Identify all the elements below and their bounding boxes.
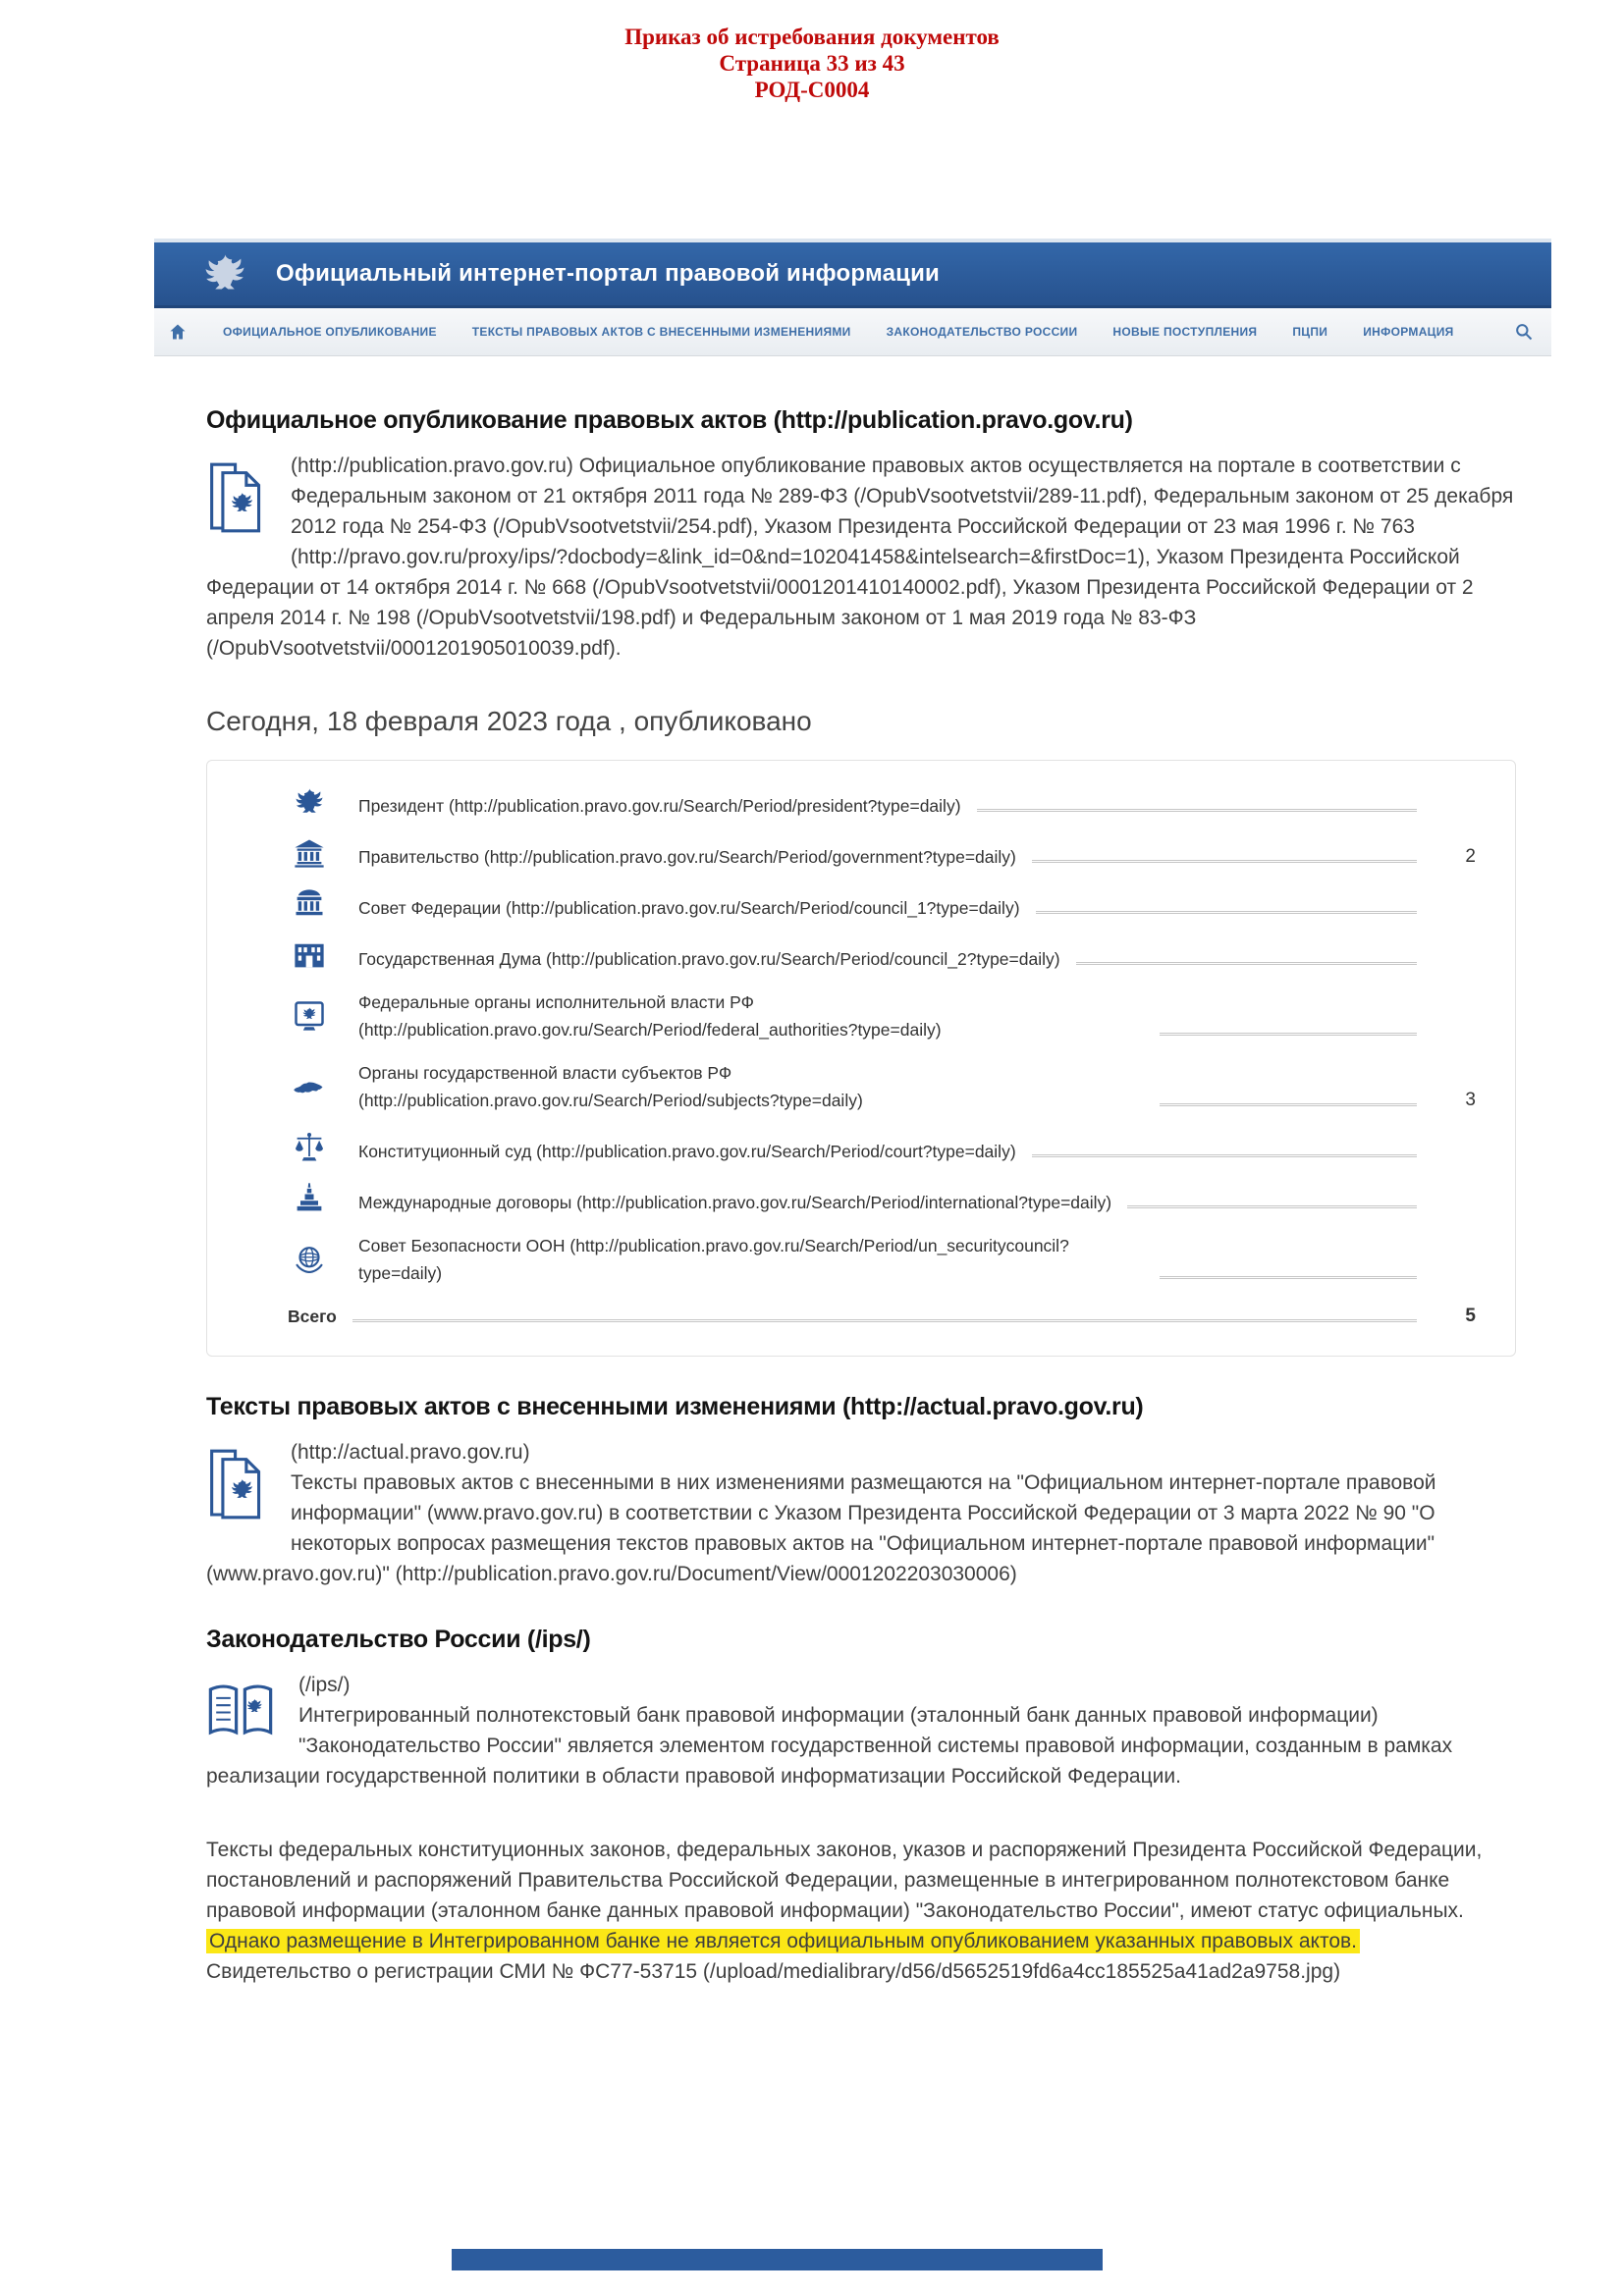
row-link[interactable]: Государственная Дума (http://publication.pravo.gov.ru/Search/Period/council_2?type=daily) <box>358 949 1060 969</box>
state-duma-building-icon <box>288 937 331 973</box>
leader-line <box>1032 1154 1417 1157</box>
doc-title: Приказ об истребования документов <box>624 25 1000 49</box>
nav-official-publication[interactable]: ОФИЦИАЛЬНОЕ ОПУБЛИКОВАНИЕ <box>223 325 437 339</box>
documents-stack-icon <box>206 1441 267 1527</box>
leader-line <box>1160 1103 1417 1106</box>
row-link[interactable]: Совет Безопасности ООН (http://publication.pravo.gov.ru/Search/Period/un_securitycouncil?type=daily) <box>358 1236 1069 1283</box>
federation-council-building-icon <box>288 886 331 922</box>
leader-line <box>1127 1205 1417 1208</box>
section-heading-actual: Тексты правовых актов с внесенными изменениями (http://actual.pravo.gov.ru) <box>206 1393 1144 1420</box>
site-masthead <box>154 239 1551 308</box>
international-building-icon <box>288 1181 331 1216</box>
book-icon <box>206 1680 275 1742</box>
row-link[interactable]: Федеральные органы исполнительной власти РФ (http://publication.pravo.gov.ru/Search/Period/federal_authorities?type=daily) <box>358 992 942 1040</box>
leader-line <box>977 809 1417 812</box>
russia-map-icon <box>288 1069 331 1104</box>
doc-header <box>0 24 1624 103</box>
nav-information[interactable]: ИНФОРМАЦИЯ <box>1363 325 1454 339</box>
site-title: Официальный интернет-портал правовой информации <box>276 260 940 287</box>
ips-description: Интегрированный полнотекстовый банк правовой информации (эталонный банк данных правовой информации) "Законодательство России" является элементом государственной системы правовой информации, созданным в рамках реализации государственной политики в области правовой информатизации Российской Федерации. <box>206 1704 1453 1788</box>
doc-page-number: Страница 33 из 43 <box>719 51 905 76</box>
leader-line <box>1160 1033 1417 1036</box>
page-content <box>154 356 1551 1987</box>
registration-line: Свидетельство о регистрации СМИ № ФС77-53715 (/upload/medialibrary/d56/d5652519fd6a4cc185525a41ad2a9758.jpg) <box>206 1960 1341 1983</box>
row-subjects <box>243 1051 1476 1122</box>
leader-line <box>352 1319 1417 1322</box>
section-heading-ips: Законодательство России (/ips/) <box>206 1626 591 1653</box>
row-link[interactable]: Международные договоры (http://publication.pravo.gov.ru/Search/Period/international?type=daily) <box>358 1193 1112 1212</box>
today-heading: Сегодня, 18 февраля 2023 года , опубликовано <box>206 706 812 736</box>
footer-bar <box>452 2249 1103 2270</box>
nav-new-arrivals[interactable]: НОВЫЕ ПОСТУПЛЕНИЯ <box>1112 325 1258 339</box>
actual-description: Тексты правовых актов с внесенными в них изменениями размещаются на "Официальном интернет-портале правовой информации" (www.pravo.gov.ru) в соответствии с Указом Президента Российской Федерации от 3 марта 2022 № 90 "О некоторых вопросах размещения текстов правовых актов на "Официальном интернет-портале правовой информации" (www.pravo.gov.ru)" (http://publication.pravo.gov.ru/Document/View/0001202203030006) <box>206 1471 1436 1585</box>
total-count: 5 <box>1465 1306 1476 1326</box>
publication-paragraph <box>206 451 1516 664</box>
row-link[interactable]: Совет Федерации (http://publication.pravo.gov.ru/Search/Period/council_1?type=daily) <box>358 898 1020 918</box>
section-heading-publication: Официальное опубликование правовых актов (http://publication.pravo.gov.ru) <box>206 406 1133 434</box>
home-icon[interactable] <box>168 322 188 342</box>
nav-pcpi[interactable]: ПЦПИ <box>1292 325 1328 339</box>
doc-code: РОД-С0004 <box>754 78 870 102</box>
row-link[interactable]: Органы государственной власти субъектов РФ (http://publication.pravo.gov.ru/Search/Period/subjects?type=daily) <box>358 1063 863 1110</box>
leader-line <box>1036 911 1417 914</box>
leader-line <box>1032 860 1417 863</box>
row-president <box>243 776 1476 828</box>
leader-line <box>1160 1276 1417 1279</box>
ips-status-text: Тексты федеральных конституционных законов, федеральных законов, указов и распоряжений Президента Российской Федерации, постановлений и распоряжений Правительства Российской Федерации, размещенные в интегрированном полнотекстовом банке правовой информации (эталонном банке данных правовой информации) "Законодательство России", имеют статус официальных. <box>206 1839 1483 1922</box>
coat-of-arms-icon <box>199 248 250 299</box>
search-icon[interactable] <box>1514 322 1534 342</box>
leader-line <box>1076 962 1417 965</box>
row-government <box>243 828 1476 879</box>
ips-url: (/ips/) <box>298 1674 351 1696</box>
row-state-duma <box>243 930 1476 981</box>
row-federal-authorities <box>243 981 1476 1051</box>
row-count: 3 <box>1465 1090 1476 1110</box>
row-federation-council <box>243 879 1476 930</box>
actual-paragraph <box>206 1437 1516 1589</box>
un-emblem-icon <box>288 1242 331 1277</box>
row-international <box>243 1173 1476 1224</box>
ips-status-paragraph <box>206 1835 1516 1987</box>
row-link[interactable]: Президент (http://publication.pravo.gov.ru/Search/Period/president?type=daily) <box>358 796 961 816</box>
row-constitutional-court <box>243 1122 1476 1173</box>
publication-description: (http://publication.pravo.gov.ru) Официальное опубликование правовых актов осуществляется на портале в соответствии с Федеральным законом от 21 октября 2011 года № 289-ФЗ (/OpubVsootvetstvii/289-11.pdf), Федеральным законом от 25 декабря 2012 года № 254-ФЗ (/OpubVsootvetstvii/254.pdf), Указом Президента Российской Федерации от 23 мая 1996 г. № 763 (http://pravo.gov.ru/proxy/ips/?docbody=&link_id=0&nd=102041458&intelsearch=&firstDoc=1), Указом Президента Российской Федерации от 14 октября 2014 г. № 668 (/OpubVsootvetstvii/0001201410140002.pdf), Указом Президента Российской Федерации от 2 апреля 2014 г. № 198 (/OpubVsootvetstvii/198.pdf) и Федеральным законом от 1 мая 2019 года № 83-ФЗ (/OpubVsootvetstvii/0001201905010039.pdf). <box>206 454 1514 660</box>
government-building-icon <box>288 835 331 871</box>
highlighted-note: Однако размещение в Интегрированном банке не является официальным опубликованием указанных правовых актов. <box>206 1929 1360 1953</box>
row-link[interactable]: Правительство (http://publication.pravo.gov.ru/Search/Period/government?type=daily) <box>358 847 1016 867</box>
eagle-emblem-icon <box>288 784 331 820</box>
total-label: Всего <box>288 1307 337 1326</box>
federal-authorities-screen-icon <box>288 998 331 1034</box>
published-today-card <box>206 760 1516 1357</box>
row-total <box>243 1295 1476 1338</box>
site-navbar <box>154 308 1551 356</box>
row-count: 2 <box>1465 846 1476 867</box>
documents-stack-icon <box>206 454 267 541</box>
actual-url: (http://actual.pravo.gov.ru) <box>291 1441 530 1464</box>
nav-acts-with-amendments[interactable]: ТЕКСТЫ ПРАВОВЫХ АКТОВ С ВНЕСЕННЫМИ ИЗМЕНЕНИЯМИ <box>471 325 851 339</box>
row-link[interactable]: Конституционный суд (http://publication.pravo.gov.ru/Search/Period/court?type=daily) <box>358 1142 1016 1161</box>
scales-of-justice-icon <box>288 1130 331 1165</box>
website-screenshot <box>154 239 1551 1987</box>
row-un-security-council <box>243 1224 1476 1295</box>
nav-legislation-russia[interactable]: ЗАКОНОДАТЕЛЬСТВО РОССИИ <box>886 325 1078 339</box>
ips-paragraph <box>206 1670 1516 1791</box>
